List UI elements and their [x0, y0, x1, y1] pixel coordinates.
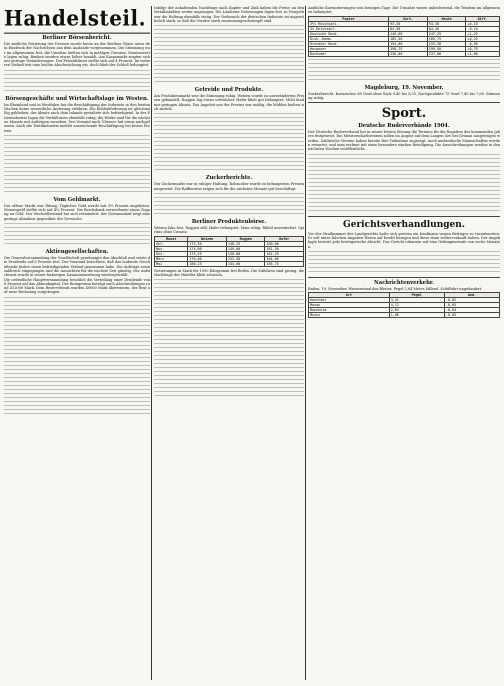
- section-heading: Magdeburg, 19. November.: [364, 84, 444, 91]
- table-header-cell: Papier: [309, 16, 389, 21]
- table-cell: 148,25: [226, 241, 265, 246]
- article-text: Im Rheinland und in Westfalen hat die Beschäftigung der Industrie in den letzten Wochen keine wesentliche Änderung erfahren. Die Kohlenförderung ist gleichmäßig geblieben, der Absatz nach dem Inlande gestaltete sich befriedigend. In der Eisenindustrie lagen die Verhältnisse ebenfalls ruhig; die Werke sind für die nächsten Monate mit Aufträgen versehen. Der Versand nach Übersee hat etwas nachgelassen. Auch die Textilindustrie meldet ausreichende Beschäftigung bei festen Preisen.: [4, 102, 150, 133]
- article-text: Die amtliche Notierung der Devisen wurde heute an der Berliner Börse unter dem Eindruck der Nachrichten aus dem Auslande vorgenommen. Die Stimmung war im allgemeinen fest, die Umsätze hielten sich in mäßigen Grenzen. Montanwerte lagen ruhig, Banken wurden etwas höher bezahlt. Am Kassamarkt zeigten sich nur geringe Veränderungen. Der Privatdiskont stellte sich auf 4 Prozent. Im weiteren Verlauf trat eine leichte Abschwächung ein, doch blieb der Schluß behauptet.: [4, 42, 150, 68]
- article-text: Am Produktenmarkt war die Stimmung ruhig. Weizen wurde zu unveränderten Preisen gehandelt, Roggen lag etwas schwächer. Hafer blieb gut behauptet. Mehl fand nur geringen Absatz. Das Angebot aus der Provinz war mäßig, die Mühlen hielten sich zurück.: [154, 94, 304, 112]
- table-header-cell: Vort.: [389, 16, 428, 21]
- section-heading: Vom Geldmarkt.: [53, 196, 101, 203]
- table-cell: 199,50: [427, 46, 466, 51]
- table-header-cell: Roggen: [226, 236, 265, 241]
- column-rule: [305, 6, 306, 680]
- table-cell: 161,50: [265, 246, 304, 251]
- water-level-table: [308, 292, 500, 318]
- table-cell: 174,00: [188, 246, 227, 251]
- table-header-cell: Ort: [309, 293, 390, 298]
- article-text: Baden, 19. November. Wasserstand des Rheins. Pegel 2,84 Meter, fallend. Schiffahrt ungehindert.: [308, 286, 483, 291]
- column-2: [154, 6, 304, 680]
- article-text: Vor der Strafkammer des Landgerichts hatte sich gestern ein Kaufmann wegen Betruges zu verantworten. Er soll unter falschen Angaben Waren auf Kredit bezogen und diese dann weiterverkauft haben. Der Angeklagte bestritt jede betrügerische Absicht. Das Gericht erkannte auf eine Gefängnisstrafe von sechs Monaten.: [308, 231, 500, 249]
- table-cell: +1,25: [466, 31, 500, 36]
- table-header-cell: Pegel: [389, 293, 444, 298]
- sport-heading: Sport.: [381, 106, 427, 122]
- article-text: Amtliche Kursnotierungen vom heutigen Tage. Die Umsätze waren unbedeutend, die Tendenz im allgemeinen behauptet.: [308, 6, 500, 15]
- table-cell: 150,00: [226, 251, 265, 256]
- table-cell: 2,84: [389, 308, 444, 313]
- table-header-cell: Weizen: [188, 236, 227, 241]
- column-1: [4, 6, 150, 680]
- table-cell: 149,00: [226, 246, 265, 251]
- table-cell: 175,25: [188, 251, 227, 256]
- table-cell: -0,02: [444, 298, 499, 303]
- section-heading: Berliner Produktenbörse.: [191, 218, 267, 225]
- divider: [308, 216, 500, 217]
- table-cell: 3% Reichsanl.: [309, 26, 389, 31]
- table-cell: -0,10: [466, 26, 500, 31]
- text-block: [154, 25, 304, 85]
- table-cell: Maxau: [309, 303, 390, 308]
- table-cell: 3,41: [389, 298, 444, 303]
- table-cell: 185,50: [389, 36, 428, 41]
- table-cell: Konstanz: [309, 298, 390, 303]
- masthead: Handelsteil.: [4, 6, 150, 34]
- table-cell: Deutsche Bank: [309, 31, 389, 36]
- table-cell: +0,25: [466, 36, 500, 41]
- article-text: Weizen loko fest, Roggen still, Hafer behauptet, Mais ruhig. Rüböl unverändert. Spiritus ohne Umsatz.: [154, 225, 304, 235]
- text-block: [4, 135, 150, 195]
- table-cell: -0,50: [466, 41, 500, 46]
- table-cell: +1,00: [466, 51, 500, 56]
- table-cell: +0,10: [466, 21, 500, 26]
- table-header-cell: Änd.: [444, 293, 499, 298]
- table-cell: -0,03: [444, 313, 499, 318]
- table-cell: 247,25: [427, 31, 466, 36]
- text-block: [154, 279, 304, 399]
- section-heading: Getreide und Produkte.: [194, 87, 264, 94]
- text-block: [308, 59, 500, 83]
- article-text: Notierungen in Mark für 1000 Kilogramm frei Berlin. Die Zufuhren sind gering, die Nachfrage der Händler blieb schwach.: [154, 268, 304, 277]
- table-cell: 153,50: [427, 41, 466, 46]
- article-text: Die Generalversammlung der Gesellschaft genehmigte den Abschluß und setzte die Dividende auf 6 Prozent fest. Der Vorstand berichtete, daß das laufende Geschäftsjahr bisher einen befriedigenden Verlauf genommen habe. Die Aufträge seien zahlreich eingegangen und die Aussichten für die nächste Zeit günstig. Der Aufsichtsrat wurde in seiner bisherigen Zusammensetzung wiedergewählt.: [4, 256, 150, 278]
- table-cell: +0,75: [466, 46, 500, 51]
- section-heading: Aktiengesellschaften.: [45, 249, 109, 256]
- text-block: [4, 70, 150, 94]
- table-cell: 3½% Reichsanl.: [309, 21, 389, 26]
- column-rule: [151, 6, 152, 680]
- table-cell: Dez.: [155, 251, 188, 256]
- section-heading: Zuckerberichte.: [205, 175, 253, 182]
- table-cell: 1,06: [389, 313, 444, 318]
- table-cell: 246,00: [389, 31, 428, 36]
- table-cell: Mannheim: [309, 308, 390, 313]
- article-text: Zuckerbericht. Kornzucker 88 Grad ohne Sack 9,45 bis 9,55, Nachprodukte 75 Grad 7,40 bis 7,60. Stimmung ruhig.: [308, 91, 500, 100]
- table-header-cell: Hafer: [265, 236, 304, 241]
- table-cell: 237,00: [427, 51, 466, 56]
- text-block: [154, 193, 304, 217]
- table-header-cell: Diff.: [466, 16, 500, 21]
- table-cell: 93,20: [389, 21, 428, 26]
- table-row: [309, 51, 500, 56]
- article-text: Der offene Markt war flüssig. Tägliches Geld wurde mit 3½ Prozent angeboten, Monatsgeld stellte sich auf 4¼ Prozent. Die Reichsbank verzeichnete einen Zugang an Gold. Der Wechselbestand hat sich vermindert, der Notenumlauf zeigt eine geringe Abnahme gegenüber der Vorwoche.: [4, 203, 150, 221]
- table-cell: März: [155, 256, 188, 261]
- text-block: [154, 113, 304, 173]
- table-cell: -0,05: [444, 303, 499, 308]
- section-heading: Berliner Börsenbericht.: [42, 35, 112, 41]
- table-cell: 198,75: [389, 46, 428, 51]
- table-cell: -0,04: [444, 308, 499, 313]
- table-cell: 160,00: [265, 241, 304, 246]
- divider: [308, 277, 500, 278]
- table-cell: Dresdner Bank: [309, 41, 389, 46]
- table-cell: 185,75: [427, 36, 466, 41]
- stock-quote-table: [308, 16, 500, 57]
- table-cell: Mai: [155, 261, 188, 266]
- table-cell: 84,40: [427, 26, 466, 31]
- text-block: [308, 154, 500, 214]
- section-heading: Börsengeschäfte und Wirtschaftslage im Westen.: [5, 95, 149, 102]
- section-heading: Nachrichtenverkehr.: [374, 279, 434, 286]
- table-cell: Harpener: [309, 46, 389, 51]
- table-cell: 178,00: [188, 256, 227, 261]
- table-row: [155, 261, 304, 266]
- article-text: Der Deutsche Ruderverband hat in seiner letzten Sitzung die Termine für die Regatten des kommenden Jahres festgesetzt. Die Meisterschaftsrennen sollen im August auf dem Langen See bei Grünau ausgetragen werden. Zahlreiche Vereine haben bereits ihre Teilnahme zugesagt. Auch ausländische Mannschaften werden erwartet, und man rechnet mit einer besonders starken Beteiligung. Die Ausschreibungen werden in den nächsten Wochen veröffentlicht.: [308, 130, 500, 152]
- table-cell: 162,25: [265, 251, 304, 256]
- table-cell: 164,00: [265, 256, 304, 261]
- table-cell: 152,50: [226, 256, 265, 261]
- article-text: Die ordentliche Hauptversammlung beschloß die Verteilung einer Dividende von 8 Prozent auf das Aktienkapital. Der Reingewinn beträgt nach Abschreibungen rund 412000 Mark. Dem Reservefonds wurden 40000 Mark überwiesen, der Rest auf neue Rechnung vorgetragen.: [4, 277, 150, 295]
- table-row: [309, 313, 500, 318]
- table-cell: Mainz: [309, 313, 390, 318]
- table-cell: 180,25: [188, 261, 227, 266]
- text-block: [4, 223, 150, 247]
- table-cell: 93,30: [427, 21, 466, 26]
- section-heading: Deutsche Ruderverbände 1904.: [358, 123, 450, 130]
- table-cell: Nov.: [155, 246, 188, 251]
- table-cell: 154,00: [226, 261, 265, 266]
- article-text: Der Zuckermarkt war in ruhiger Haltung. Rohzucker wurde zu behaupteten Preisen umgesetzt. Die Raffinerien zeigen sich für die nächsten Monate gut beschäftigt.: [154, 182, 304, 191]
- court-heading: Gerichtsverhandlungen.: [343, 219, 465, 230]
- table-cell: 165,75: [265, 261, 304, 266]
- table-cell: 236,00: [389, 51, 428, 56]
- table-cell: 173,50: [188, 241, 227, 246]
- column-3: [308, 6, 500, 680]
- table-cell: 4,12: [389, 303, 444, 308]
- table-cell: Bochumer: [309, 51, 389, 56]
- table-cell: Okt.: [155, 241, 188, 246]
- table-header-cell: Monat: [155, 236, 188, 241]
- table-cell: Disk.-Komm.: [309, 36, 389, 41]
- table-cell: 84,50: [389, 26, 428, 31]
- table-cell: 154,00: [389, 41, 428, 46]
- text-block: [308, 251, 500, 275]
- table-header-cell: Heute: [427, 16, 466, 21]
- grain-price-table: [154, 236, 304, 267]
- article-text: Infolge der anhaltenden Nachfrage nach Kupfer und Zink haben die Preise an den Metallmärkten weiter angezogen. Die Londoner Notierungen lagen fest, in Neuyork war die Haltung ebenfalls stetig. Der Verbrauch der deutschen Industrie ist ungewöhnlich stark, so daß die Vorräte stark zusammengeschrumpft sind.: [154, 6, 304, 23]
- text-block: [4, 297, 150, 417]
- divider: [308, 102, 500, 103]
